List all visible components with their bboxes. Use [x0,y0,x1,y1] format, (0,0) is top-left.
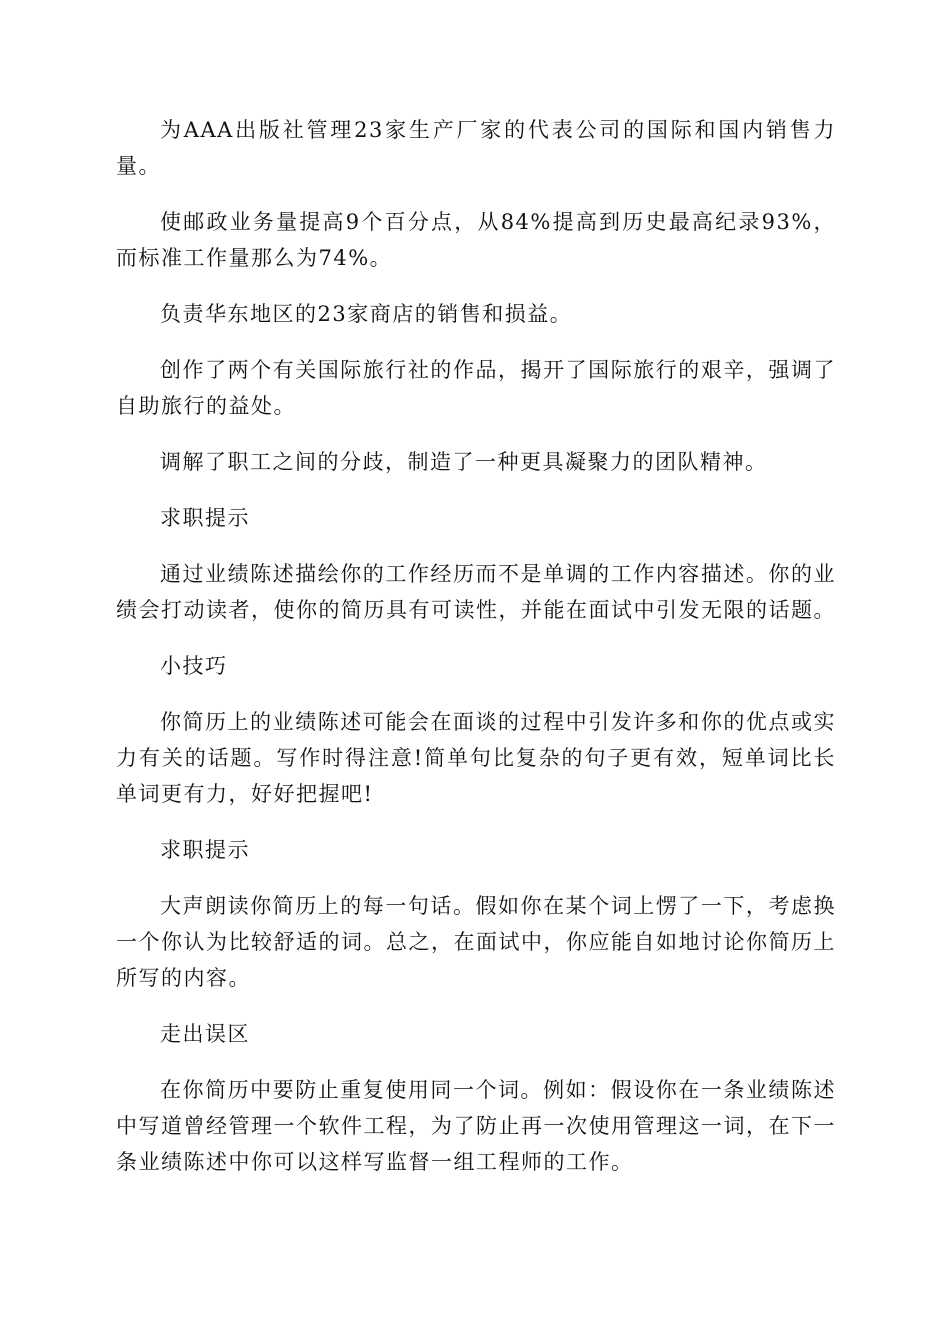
paragraph-writing-advice: 你简历上的业绩陈述可能会在面谈的过程中引发许多和你的优点或实力有关的话题。写作时得注意!简单句比复杂的句子更有效，短单词比长单词更有力，好好把握吧! [116,710,836,806]
paragraph-team-spirit: 调解了职工之间的分歧，制造了一种更具凝聚力的团队精神。 [160,450,768,474]
paragraph-read-aloud: 大声朗读你简历上的每一句话。假如你在某个词上愣了一下，考虑换一个你认为比较舒适的词。总之，在面试中，你应能自如地讨论你简历上所写的内容。 [116,894,836,990]
paragraph-travel-works: 创作了两个有关国际旅行社的作品，揭开了国际旅行的艰辛，强调了自助旅行的益处。 [116,358,836,418]
paragraph-avoid-repetition: 在你简历中要防止重复使用同一个词。例如：假设你在一条业绩陈述中写道曾经管理一个软件工程，为了防止再一次使用管理这一词，在下一条业绩陈述中你可以这样写监督一组工程师的工作。 [116,1078,836,1174]
document-body [116,112,836,1200]
paragraph-sales-force: 为AAA出版社管理23家生产厂家的代表公司的国际和国内销售力量。 [116,118,836,178]
section-heading-small-tip: 小技巧 [160,654,228,678]
paragraph-east-china-stores: 负责华东地区的23家商店的销售和损益。 [160,302,573,326]
section-heading-pitfalls: 走出误区 [160,1022,250,1046]
section-heading-job-tip: 求职提示 [160,506,250,530]
section-heading-job-tip-2: 求职提示 [160,838,250,862]
paragraph-achievement-statements: 通过业绩陈述描绘你的工作经历而不是单调的工作内容描述。你的业绩会打动读者，使你的简历具有可读性，并能在面试中引发无限的话题。 [116,562,836,622]
paragraph-postal-volume: 使邮政业务量提高9个百分点，从84%提高到历史最高纪录93%，而标准工作量那么为74%。 [116,210,836,270]
